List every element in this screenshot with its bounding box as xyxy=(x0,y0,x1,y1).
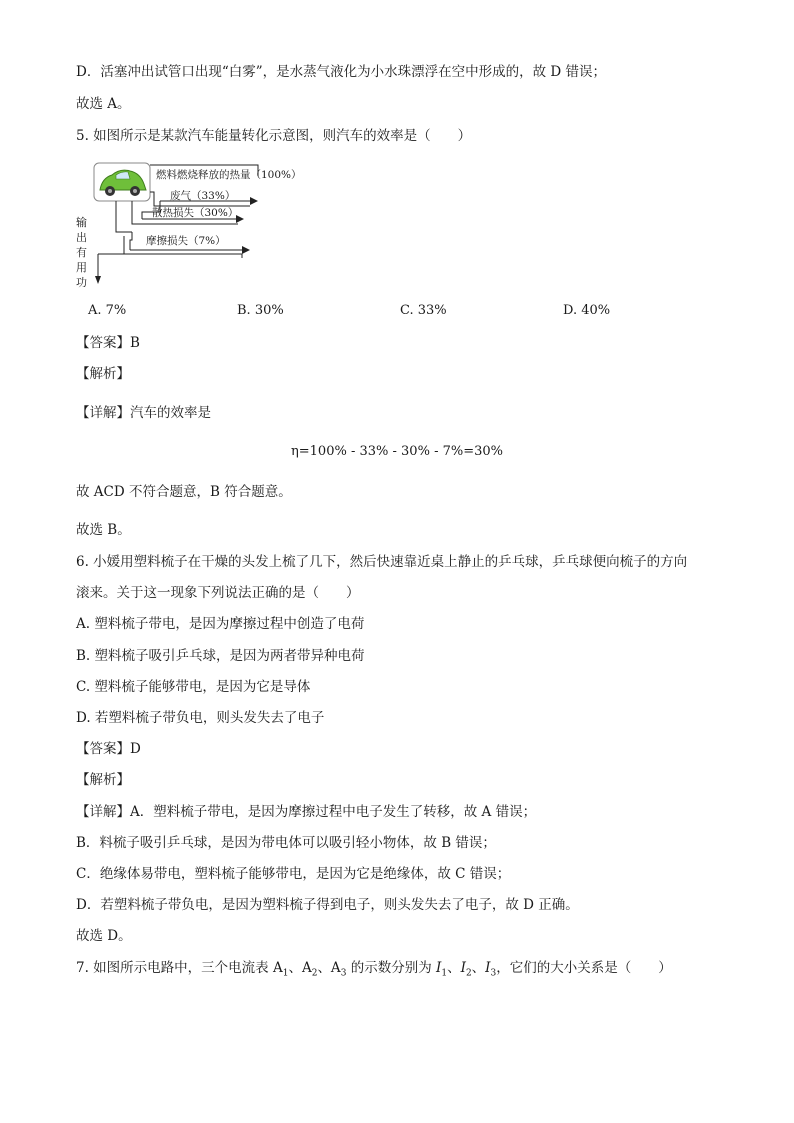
q5-answer: 【答案】B xyxy=(76,335,140,351)
svg-text:出: 出 xyxy=(76,231,87,244)
svg-text:功: 功 xyxy=(76,276,87,289)
q5-stem: 5. 如图所示是某款汽车能量转化示意图，则汽车的效率是（ ） xyxy=(76,128,472,144)
q6-stem-line-1: 6. 小媛用塑料梳子在干燥的头发上梳了几下，然后快速靠近桌上静止的乒乓球，乒乓球便向梳子的方向 xyxy=(76,554,688,570)
q5-option-a: A. 7% xyxy=(88,303,127,318)
waste-gas-label: 废气（33%） xyxy=(170,190,236,202)
q5-detail: 【详解】汽车的效率是 xyxy=(76,405,211,421)
energy-flow-diagram xyxy=(72,160,332,290)
q6-analysis-heading: 【解析】 xyxy=(76,772,130,788)
q6-detail-b: B．料梳子吸引乒乓球，是因为带电体可以吸引轻小物体，故 B 错误； xyxy=(76,835,496,851)
q5-efficiency-formula: η=100% - 33% - 30% - 7%=30% xyxy=(290,444,504,459)
input-heat-label: 燃料燃烧释放的热量（100%） xyxy=(156,169,302,181)
q4-option-d-explanation: D．活塞冲出试管口出现“白雾”，是水蒸气液化为小水珠漂浮在空中形成的，故 D 错误； xyxy=(76,64,607,80)
q5-conclusion-2: 故选 B。 xyxy=(76,522,131,538)
q6-stem-line-2: 滚来。关于这一现象下列说法正确的是（ ） xyxy=(76,585,360,601)
q7-stem: 7. 如图所示电路中，三个电流表 $A_1$、$A_2$、$A_3$ 的示数分别为 $I_1$、$I_2$、$I_3$，它们的大小关系是（ ） xyxy=(76,960,672,979)
q5-option-d: D. 40% xyxy=(563,303,611,318)
heat-loss-label: 散热损失（30%） xyxy=(152,207,239,219)
q6-answer: 【答案】D xyxy=(76,741,141,757)
q6-option-a: A. 塑料梳子带电，是因为摩擦过程中创造了电荷 xyxy=(76,616,365,632)
car-icon xyxy=(94,163,150,201)
q6-detail-d: D．若塑料梳子带负电，是因为塑料梳子得到电子，则头发失去了电子，故 D 正确。 xyxy=(76,897,579,913)
q6-option-d: D. 若塑料梳子带负电，则头发失去了电子 xyxy=(76,710,325,726)
friction-loss-label: 摩擦损失（7%） xyxy=(146,235,226,247)
useful-work-label xyxy=(76,215,87,289)
q4-conclusion: 故选 A。 xyxy=(76,96,131,112)
svg-text:输: 输 xyxy=(76,216,87,229)
q6-option-c: C. 塑料梳子能够带电，是因为它是导体 xyxy=(76,679,311,695)
q5-option-c: C. 33% xyxy=(400,303,447,318)
svg-text:用: 用 xyxy=(76,261,87,274)
svg-text:有: 有 xyxy=(76,246,87,259)
q6-option-b: B. 塑料梳子吸引乒乓球，是因为两者带异种电荷 xyxy=(76,648,365,664)
q6-conclusion: 故选 D。 xyxy=(76,928,132,944)
q6-detail-a: 【详解】A．塑料梳子带电，是因为摩擦过程中电子发生了转移，故 A 错误； xyxy=(76,804,537,820)
q5-option-b: B. 30% xyxy=(237,303,284,318)
q6-detail-c: C．绝缘体易带电，塑料梳子能够带电，是因为它是绝缘体，故 C 错误； xyxy=(76,866,511,882)
q5-conclusion-1: 故 ACD 不符合题意，B 符合题意。 xyxy=(76,484,292,500)
q5-analysis-heading: 【解析】 xyxy=(76,366,130,382)
